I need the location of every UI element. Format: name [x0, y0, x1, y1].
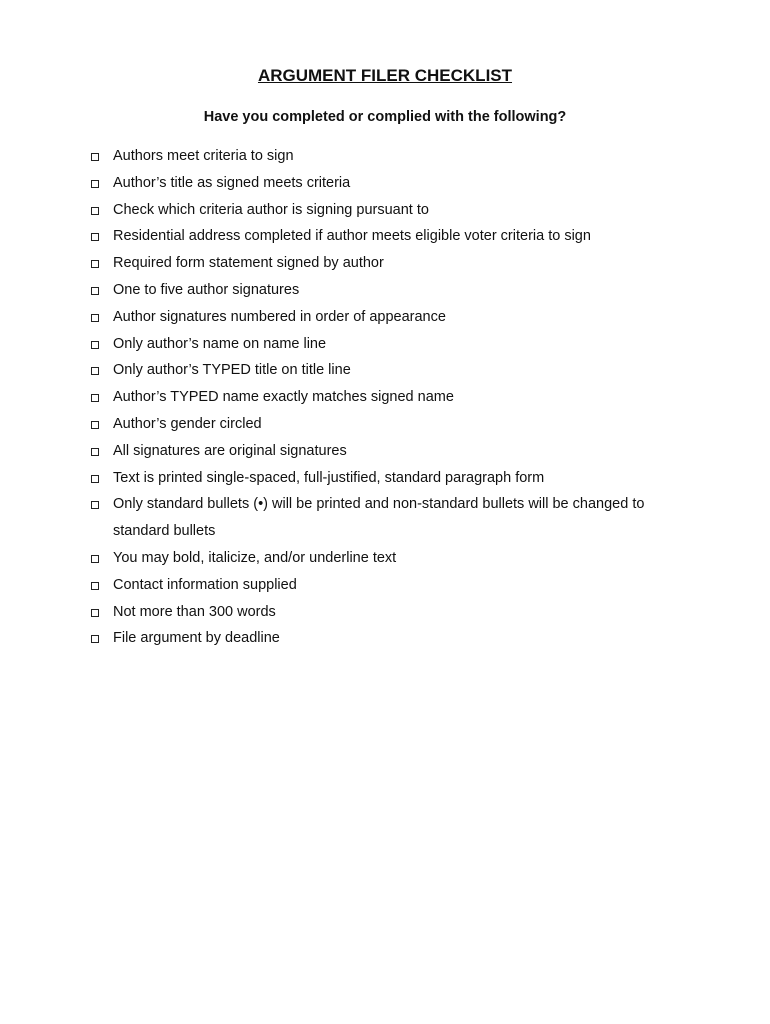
checklist-item-label: Only author’s name on name line — [113, 335, 327, 352]
checklist-item — [86, 384, 686, 411]
checkbox-icon — [91, 153, 99, 161]
checklist-item — [86, 625, 686, 652]
checklist-item — [86, 331, 686, 358]
checklist-item — [86, 599, 686, 626]
checklist-item-label: All signatures are original signatures — [113, 442, 347, 459]
checklist-item — [86, 465, 686, 492]
checklist-item-label: Author’s gender circled — [113, 415, 262, 432]
checkbox-icon — [91, 207, 99, 215]
checkbox-icon — [91, 233, 99, 241]
checkbox-icon — [91, 582, 99, 590]
checkbox-icon — [91, 367, 99, 375]
checklist-item — [86, 143, 686, 170]
checklist-item-label: Author’s TYPED name exactly matches signed name — [113, 389, 454, 406]
checklist-item-label: Only standard bullets (•) will be printed and non-standard bullets will be changed to standard bullets — [113, 496, 645, 540]
checklist-item — [86, 250, 686, 277]
checklist-item-label: You may bold, italicize, and/or underline text — [113, 549, 397, 566]
checklist-item — [86, 223, 686, 250]
checklist-item-label: Residential address completed if author meets eligible voter criteria to sign — [113, 228, 591, 245]
checkbox-icon — [91, 555, 99, 563]
checklist-item — [86, 545, 686, 572]
checklist-item — [86, 197, 686, 224]
checklist-item-label: Contact information supplied — [113, 576, 297, 593]
checklist-item — [86, 491, 686, 545]
checklist-item-label: Required form statement signed by author — [113, 255, 384, 272]
checkbox-icon — [91, 287, 99, 295]
checklist — [86, 143, 686, 652]
checklist-item-label: Only author’s TYPED title on title line — [113, 362, 351, 379]
checklist-item-label: Not more than 300 words — [113, 603, 276, 620]
checkbox-icon — [91, 448, 99, 456]
checkbox-icon — [91, 314, 99, 322]
checklist-item — [86, 170, 686, 197]
checkbox-icon — [91, 609, 99, 617]
checkbox-icon — [91, 421, 99, 429]
checkbox-icon — [91, 635, 99, 643]
checkbox-icon — [91, 260, 99, 268]
checklist-item — [86, 304, 686, 331]
page-subtitle: Have you completed or complied with the following? — [203, 109, 567, 125]
checklist-item-label: One to five author signatures — [113, 281, 300, 298]
checklist-item — [86, 438, 686, 465]
checklist-item-label: Author’s title as signed meets criteria — [113, 174, 351, 191]
checklist-item-label: Check which criteria author is signing pursuant to — [113, 201, 429, 218]
checklist-item-label: Authors meet criteria to sign — [113, 148, 294, 164]
checkbox-icon — [91, 180, 99, 188]
checklist-item — [86, 357, 686, 384]
page-title: ARGUMENT FILER CHECKLIST — [257, 66, 513, 85]
checkbox-icon — [91, 394, 99, 402]
checklist-item-label: Author signatures numbered in order of appearance — [113, 308, 446, 325]
checkbox-icon — [91, 501, 99, 509]
checklist-item — [86, 572, 686, 599]
checklist-item-label: File argument by deadline — [113, 630, 280, 647]
checklist-item — [86, 277, 686, 304]
checklist-item — [86, 411, 686, 438]
checklist-item-label: Text is printed single-spaced, full-justified, standard paragraph form — [113, 469, 545, 486]
checkbox-icon — [91, 475, 99, 483]
checkbox-icon — [91, 341, 99, 349]
